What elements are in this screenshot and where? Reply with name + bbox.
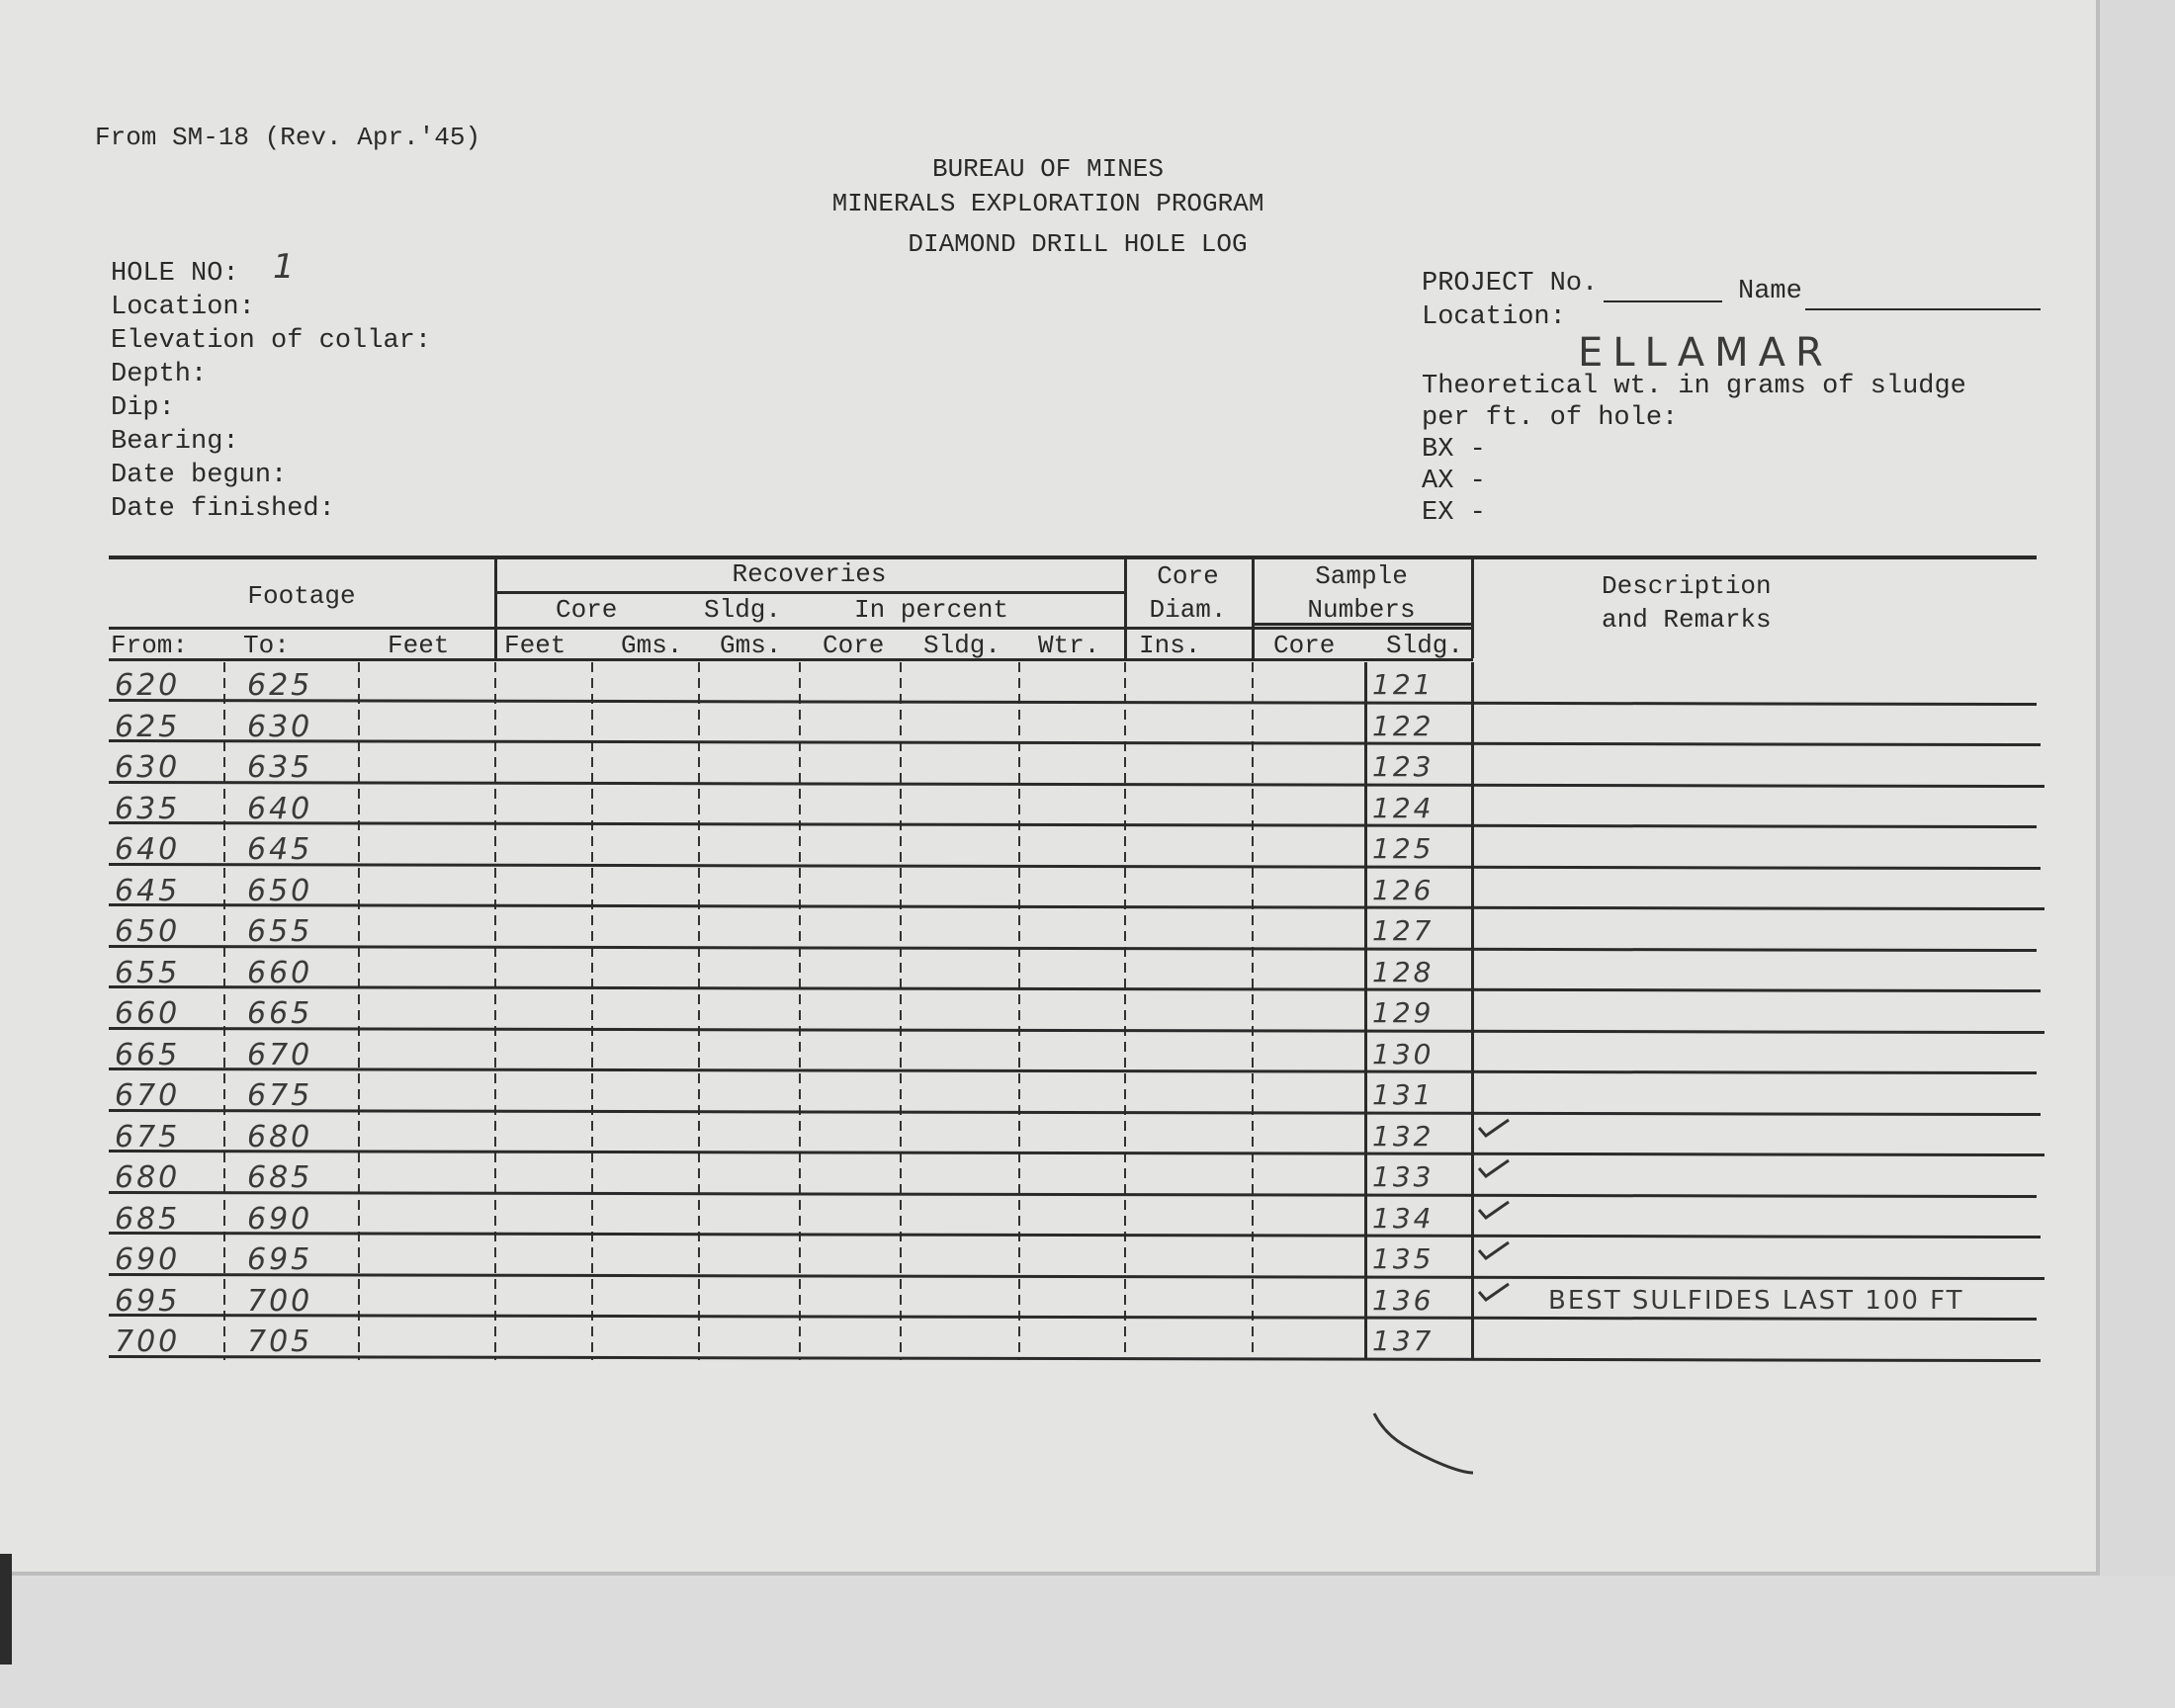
check-mark-icon bbox=[1477, 1282, 1511, 1302]
from-value: 625 bbox=[115, 709, 181, 744]
row-rule bbox=[109, 821, 2037, 828]
to-value: 680 bbox=[247, 1119, 313, 1154]
bx-label: BX - bbox=[1422, 435, 1486, 465]
sample-header-1: Sample bbox=[1315, 561, 1408, 591]
from-value: 665 bbox=[115, 1037, 181, 1072]
recoveries-rule bbox=[494, 591, 1127, 594]
scanner-edge-mark bbox=[0, 1554, 12, 1665]
feet-header: Feet bbox=[388, 631, 450, 660]
sample-sldg-value: 122 bbox=[1372, 709, 1435, 742]
rec-feet-header: Feet bbox=[504, 631, 566, 660]
to-value: 690 bbox=[247, 1201, 313, 1237]
right-location-label: Location: bbox=[1422, 302, 1566, 332]
ax-label: AX - bbox=[1422, 467, 1486, 496]
to-value: 640 bbox=[247, 791, 313, 826]
sample-sldg-value: 123 bbox=[1372, 750, 1435, 783]
location-value: ELLAMAR bbox=[1578, 330, 1833, 376]
header-program: MINERALS EXPLORATION PROGRAM bbox=[831, 189, 1264, 218]
row-rule bbox=[109, 1150, 2044, 1156]
theoretical-line-1: Theoretical wt. in grams of sludge bbox=[1422, 372, 1966, 401]
to-value: 635 bbox=[247, 750, 313, 785]
recoveries-header: Recoveries bbox=[732, 559, 887, 589]
from-value: 620 bbox=[115, 668, 181, 703]
column-divider bbox=[358, 662, 360, 1360]
sample-sldg-value: 134 bbox=[1372, 1201, 1435, 1235]
row-rule bbox=[109, 780, 2044, 787]
sample-sldg-value: 126 bbox=[1372, 873, 1435, 906]
column-divider bbox=[900, 662, 902, 1360]
row-rule bbox=[109, 698, 2037, 705]
from-value: 630 bbox=[115, 750, 181, 785]
description-left-border bbox=[1471, 559, 1474, 658]
name-label: Name bbox=[1738, 277, 1802, 306]
to-value: 650 bbox=[247, 873, 313, 908]
row-rule bbox=[109, 739, 2041, 746]
scan-artifact bbox=[1364, 1394, 1483, 1483]
header-bureau: BUREAU OF MINES bbox=[931, 154, 1165, 184]
row-rule bbox=[109, 944, 2037, 951]
ins-header: Ins. bbox=[1139, 631, 1201, 660]
to-header: To: bbox=[243, 631, 290, 660]
check-mark-icon bbox=[1477, 1118, 1511, 1138]
dip-label: Dip: bbox=[111, 393, 175, 423]
subheader-rule bbox=[109, 627, 1473, 630]
sample-sldg-value: 137 bbox=[1372, 1324, 1435, 1357]
hole-no-value: 1 bbox=[273, 247, 298, 287]
row-rule bbox=[109, 1232, 2041, 1238]
row-rule bbox=[109, 1068, 2037, 1074]
sample-sldg-header: Sldg. bbox=[1386, 631, 1464, 660]
to-value: 660 bbox=[247, 955, 313, 990]
sldg-gms-header: Gms. bbox=[720, 631, 782, 660]
row-rule bbox=[109, 1026, 2044, 1033]
column-divider bbox=[799, 662, 801, 1360]
column-divider bbox=[1471, 662, 1474, 1360]
sample-sldg-value: 129 bbox=[1372, 996, 1435, 1029]
sample-sldg-value: 133 bbox=[1372, 1160, 1435, 1193]
name-blank bbox=[1805, 308, 2041, 310]
from-value: 670 bbox=[115, 1078, 181, 1113]
check-mark-icon bbox=[1477, 1240, 1511, 1260]
gms-header: Gms. bbox=[621, 631, 683, 660]
row-rule bbox=[109, 1108, 2041, 1115]
from-value: 655 bbox=[115, 955, 181, 990]
pct-wtr-header: Wtr. bbox=[1038, 631, 1100, 660]
remark-value: BEST SULFIDES LAST 100 FT bbox=[1548, 1285, 1964, 1316]
header-bottom-rule bbox=[109, 658, 1473, 661]
date-begun-label: Date begun: bbox=[111, 461, 288, 490]
sample-sldg-value: 135 bbox=[1372, 1242, 1435, 1275]
from-value: 660 bbox=[115, 996, 181, 1031]
from-value: 650 bbox=[115, 914, 181, 949]
sample-sldg-value: 128 bbox=[1372, 955, 1435, 988]
column-divider bbox=[698, 662, 700, 1360]
to-value: 670 bbox=[247, 1037, 313, 1072]
from-value: 675 bbox=[115, 1119, 181, 1154]
footage-header: Footage bbox=[247, 581, 356, 611]
in-percent-header: In percent bbox=[854, 595, 1009, 625]
hole-no-label: HOLE NO: bbox=[111, 259, 239, 289]
ex-label: EX - bbox=[1422, 498, 1486, 528]
sample-sldg-value: 132 bbox=[1372, 1119, 1435, 1153]
sample-sldg-value: 125 bbox=[1372, 832, 1435, 865]
check-mark-icon bbox=[1477, 1200, 1511, 1220]
sldg-header: Sldg. bbox=[704, 595, 782, 625]
sample-sldg-value: 136 bbox=[1372, 1283, 1435, 1317]
to-value: 700 bbox=[247, 1283, 313, 1319]
form-id: From SM-18 (Rev. Apr.'45) bbox=[95, 123, 481, 152]
column-divider bbox=[1364, 662, 1367, 1360]
header-log-title: DIAMOND DRILL HOLE LOG bbox=[908, 229, 1248, 259]
sample-sldg-value: 131 bbox=[1372, 1078, 1435, 1111]
row-rule bbox=[109, 1272, 2044, 1279]
from-value: 645 bbox=[115, 873, 181, 908]
to-value: 625 bbox=[247, 668, 313, 703]
sample-sldg-value: 121 bbox=[1372, 668, 1435, 701]
to-value: 695 bbox=[247, 1242, 313, 1277]
row-rule bbox=[109, 903, 2044, 910]
depth-label: Depth: bbox=[111, 360, 208, 389]
column-divider bbox=[1252, 662, 1254, 1360]
from-header: From: bbox=[111, 631, 189, 660]
core-header: Core bbox=[556, 595, 618, 625]
sample-sldg-value: 124 bbox=[1372, 791, 1435, 824]
column-divider bbox=[1018, 662, 1020, 1360]
pct-sldg-header: Sldg. bbox=[923, 631, 1001, 660]
to-value: 655 bbox=[247, 914, 313, 949]
row-rule bbox=[109, 1354, 2041, 1361]
elevation-label: Elevation of collar: bbox=[111, 326, 432, 356]
column-divider bbox=[591, 662, 593, 1360]
project-no-blank bbox=[1604, 300, 1722, 302]
project-no-label: PROJECT No. bbox=[1422, 269, 1599, 299]
to-value: 675 bbox=[247, 1078, 313, 1113]
check-mark-icon bbox=[1477, 1158, 1511, 1178]
theoretical-line-2: per ft. of hole: bbox=[1422, 403, 1679, 433]
column-divider bbox=[1124, 662, 1126, 1360]
from-value: 680 bbox=[115, 1160, 181, 1195]
sample-sldg-value: 130 bbox=[1372, 1037, 1435, 1070]
description-header-2: and Remarks bbox=[1602, 605, 1772, 635]
column-divider bbox=[223, 662, 225, 1360]
row-rule bbox=[109, 985, 2041, 992]
scanner-background bbox=[0, 1576, 2175, 1708]
sample-core-header: Core bbox=[1273, 631, 1336, 660]
from-value: 695 bbox=[115, 1283, 181, 1319]
from-value: 690 bbox=[115, 1242, 181, 1277]
to-value: 705 bbox=[247, 1324, 313, 1359]
to-value: 630 bbox=[247, 709, 313, 744]
sample-header-2: Numbers bbox=[1307, 595, 1416, 625]
to-value: 645 bbox=[247, 832, 313, 867]
core-diam-header-1: Core bbox=[1157, 561, 1219, 591]
bearing-label: Bearing: bbox=[111, 427, 239, 457]
core-diam-header-2: Diam. bbox=[1149, 595, 1227, 625]
from-value: 640 bbox=[115, 832, 181, 867]
row-rule bbox=[109, 1190, 2037, 1197]
location-label: Location: bbox=[111, 293, 255, 322]
from-value: 635 bbox=[115, 791, 181, 826]
description-header-1: Description bbox=[1602, 571, 1772, 601]
date-finished-label: Date finished: bbox=[111, 494, 335, 524]
column-divider bbox=[494, 662, 496, 1360]
to-value: 665 bbox=[247, 996, 313, 1031]
sample-sldg-value: 127 bbox=[1372, 914, 1435, 947]
pct-core-header: Core bbox=[823, 631, 885, 660]
to-value: 685 bbox=[247, 1160, 313, 1195]
from-value: 685 bbox=[115, 1201, 181, 1237]
from-value: 700 bbox=[115, 1324, 181, 1359]
row-rule bbox=[109, 862, 2041, 869]
